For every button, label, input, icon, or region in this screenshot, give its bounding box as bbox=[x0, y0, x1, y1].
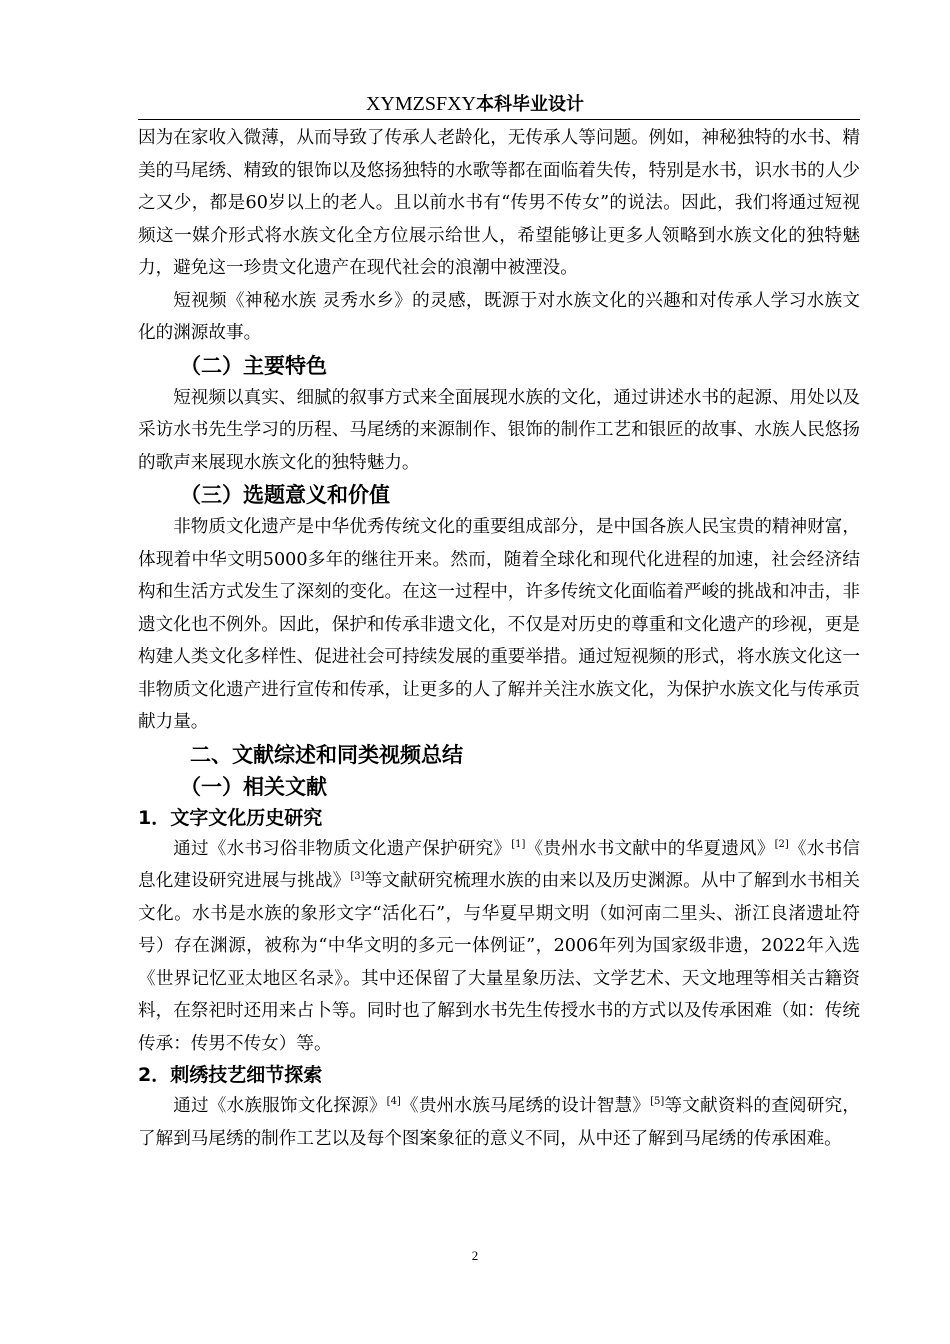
citation-ref-1[interactable]: [1] bbox=[511, 838, 526, 850]
header-code: XYMZSFXY bbox=[365, 93, 477, 115]
citation-ref-3[interactable]: [3] bbox=[350, 871, 365, 882]
paragraph-features: 短视频以真实、细腻的叙事方式来全面展现水族的文化，通过讲述水书的起源、用处以及采访水书先生学习的历程、马尾绣的来源制作、银饰的制作工艺和银匠的故事、水族人民悠扬的歌声来展现水族文化的独特魅力。 bbox=[138, 387, 860, 473]
heading-subsection-1: 1．文字文化历史研究 bbox=[138, 806, 323, 829]
paragraph-literature-1: 通过《水书习俗非物质文化遗产保护研究》[1]《贵州水书文献中的华夏遗风》[2]《水书信息化建设研究进展与挑战》[3]等文献研究梳理水族的由来以及历史渊源。从中了解到水书相关文化。水书是水族的象形文字“活化石”，与华夏早期文明（如河南二里头、浙江良渚遗址符号）存在渊源，被称为“中华文明的多元一体例证”，2006年列为国家级非遗，2022年入选《世界记忆亚太地区名录》。其中还保留了大量星象历法、文学艺术、天文地理等相关古籍资料，在祭祀时还用来占卜等。同时也了解到水书先生传授水书的方式以及传承困难（如：传统传承：传男不传女）等。 bbox=[138, 838, 860, 1054]
paragraph-significance: 非物质文化遗产是中华优秀传统文化的重要组成部分，是中国各族人民宝贵的精神财富，体现着中华文明5000多年的继往开来。然而，随着全球化和现代化进程的加速，社会经济结构和生活方式发生了深刻的变化。在这一过程中，许多传统文化面临着严峻的挑战和冲击，非遗文化也不例外。因此，保护和传承非遗文化，不仅是对历史的尊重和文化遗产的珍视，更是构建人类文化多样性、促进社会可持续发展的重要举措。通过短视频的形式，将水族文化这一非物质文化遗产进行宣传和传承，让更多的人了解并关注水族文化，为保护水族文化与传承贡献力量。 bbox=[138, 517, 860, 732]
heading-related-literature: （一）相关文献 bbox=[180, 774, 327, 799]
heading-section-2: 二、文献综述和同类视频总结 bbox=[190, 742, 463, 767]
page-header bbox=[0, 92, 950, 117]
header-rule bbox=[138, 119, 860, 120]
citation-ref-5[interactable]: [5] bbox=[650, 1096, 665, 1107]
citation-ref-4[interactable]: [4] bbox=[386, 1096, 401, 1107]
heading-subsection-2: 2．刺绣技艺细节探索 bbox=[138, 1064, 323, 1086]
paragraph-inspiration: 短视频《神秘水族 灵秀水乡》的灵感，既源于对水族文化的兴趣和对传承人学习水族文化的渊源故事。 bbox=[138, 290, 860, 343]
paragraph-literature-2: 通过《水族服饰文化探源》[4]《贵州水族马尾绣的设计智慧》[5]等文献资料的查阅研究，了解到马尾绣的制作工艺以及每个图案象征的意义不同，从中还了解到马尾绣的传承困难。 bbox=[138, 1096, 860, 1149]
page-content bbox=[138, 122, 860, 1155]
header-title: 本科毕业设计 bbox=[476, 94, 585, 115]
heading-significance: （三）选题意义和价值 bbox=[180, 483, 390, 507]
heading-main-features: （二）主要特色 bbox=[180, 353, 327, 378]
paragraph-continuation: 因为在家收入微薄，从而导致了传承人老龄化，无传承人等问题。例如，神秘独特的水书、精美的马尾绣、精致的银饰以及悠扬独特的水歌等都在面临着失传，特别是水书，识水书的人少之又少，都是60岁以上的老人。且以前水书有“传男不传女”的说法。因此，我们将通过短视频这一媒介形式将水族文化全方位展示给世人，希望能够让更多人领略到水族文化的独特魅力，避免这一珍贵文化遗产在现代社会的浪潮中被湮没。 bbox=[138, 128, 860, 278]
page-number: 2 bbox=[471, 1248, 479, 1263]
citation-ref-2[interactable]: [2] bbox=[774, 838, 789, 850]
